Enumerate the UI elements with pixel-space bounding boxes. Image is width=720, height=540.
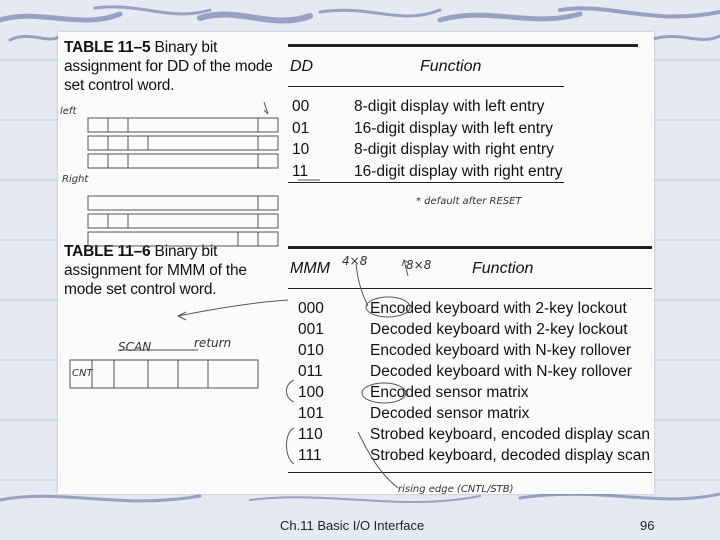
table-11-5-description: 16-digit display with right entry	[354, 162, 563, 180]
table-11-5-note: * default after RESET	[416, 196, 522, 207]
table-11-5-description: 8-digit display with left entry	[354, 98, 545, 115]
table-11-6-code: 010	[298, 342, 324, 359]
table-11-6-code: 000	[298, 300, 324, 317]
page-number: 96	[640, 518, 655, 533]
table-11-6-code: 111	[298, 447, 322, 464]
table-11-5-number: TABLE 11–5	[64, 39, 151, 56]
table-11-5-description: 16-digit display with left entry	[354, 119, 554, 137]
handwritten-return: return	[194, 336, 232, 350]
table-11-5-code: 01	[292, 119, 310, 137]
table-11-6-code: 110	[298, 426, 323, 443]
table-11-6-code: 101	[298, 405, 324, 422]
footer-title: Ch.11 Basic I/O Interface	[280, 518, 425, 533]
handwritten-sketches	[58, 32, 654, 494]
table-11-5-caption-text: Binary bit assignment for DD of the mode set control word.	[64, 39, 273, 94]
table-11-6-description: Decoded keyboard with N-key rollover	[370, 363, 632, 380]
table-11-6-col-function: Function	[472, 260, 534, 277]
handwritten-left: left	[60, 106, 77, 117]
table-11-6-description: Strobed keyboard, decoded display scan	[370, 447, 651, 464]
handwritten-4x8: 4×8	[342, 254, 368, 268]
table-11-5-code: 00	[292, 98, 310, 115]
table-11-6-number: TABLE 11–6	[64, 243, 151, 260]
table-11-6-description: Encoded keyboard with 2-key lockout	[370, 300, 627, 317]
handwritten-cnt: CNT	[72, 368, 93, 379]
table-11-5-code: 11	[292, 162, 309, 180]
table-11-6-description: Decoded sensor matrix	[370, 405, 530, 422]
table-11-5-description: 8-digit display with right entry	[354, 141, 554, 158]
table-11-6-code: 001	[298, 321, 324, 338]
table-11-6-description: Strobed keyboard, encoded display scan	[370, 426, 651, 443]
table-11-6-description: Encoded keyboard with N-key rollover	[370, 342, 632, 359]
table-11-6-caption-text: Binary bit assignment for MMM of the mode set control word.	[64, 243, 247, 298]
table-11-5-col-function: Function	[420, 58, 482, 75]
table-11-6-description: Decoded keyboard with 2-key lockout	[370, 321, 628, 338]
table-11-6-code: 011	[298, 363, 323, 380]
table-11-6-code: 100	[298, 384, 324, 401]
table-11-5-code: 10	[292, 141, 310, 158]
handwritten-right: Right	[62, 174, 89, 185]
table-11-6-description: Encoded sensor matrix	[370, 384, 529, 401]
table-11-6-note: rising edge (CNTL/STB)	[398, 484, 514, 495]
scanned-page	[58, 32, 654, 494]
handwritten-scan: SCAN	[118, 340, 152, 354]
table-11-6-col-mmm: MMM	[290, 260, 330, 277]
handwritten-8x8: 8×8	[406, 258, 432, 272]
table-11-5-col-dd: DD	[290, 58, 314, 75]
